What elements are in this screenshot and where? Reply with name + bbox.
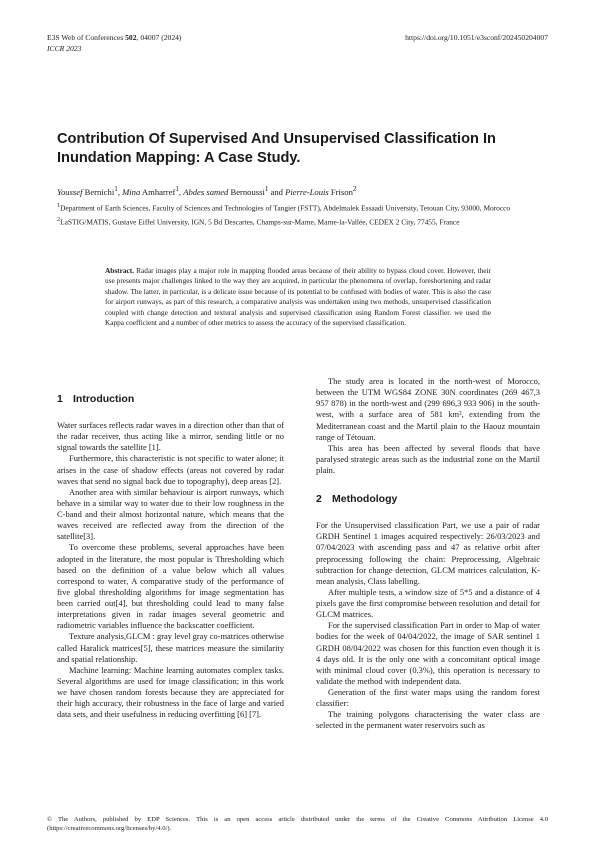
paper-title: Contribution Of Supervised And Unsupervised Classification In Inundation Mapping: A Case Study. <box>57 131 496 166</box>
license-footer: © The Authors, published by EDP Sciences. This is an open access article distributed under the terms of the Creative Commons Attribution License 4.0 (https://creativecommons.org/licenses/by/4.0/). <box>47 816 548 832</box>
author-first-name: Mina <box>122 186 141 197</box>
running-header-left <box>47 33 181 54</box>
abstract <box>105 266 491 328</box>
paragraph: After multiple tests, a window size of 5*5 and a distance of 4 pixels gave the first compromise between resolution and detail for GLCM matrices. <box>316 586 540 620</box>
left-column <box>57 393 284 720</box>
paragraph: To overcome these problems, several approaches have been adopted in the literature, the most popular is Thresholding which based on the definition of a value below which all values correspond to water, A comparative study of the performance of five global thresholding algorithms for image segmentation has been carried out[4], but thresholding could lead to many false interpretations given in radar images several geometric and radiometric variables influence the backscatter coefficient. <box>57 542 284 631</box>
doi-link[interactable]: https://doi.org/10.1051/e3sconf/202450204007 <box>405 33 548 42</box>
journal-line <box>47 33 181 44</box>
author-separator: and <box>268 186 286 197</box>
paragraph: Water surfaces reflects radar waves in a direction other than that of the radar receiver, thus acting like a mirror, sending little or no signal towards the satellite [1]. <box>57 420 284 453</box>
author-first-name: Youssef <box>57 186 83 197</box>
paragraph: For the supervised classification Part in order to Map of water bodies for the week of 04/04/2022, the image of SAR sentinel 1 GRDH 08/04/2022 was chosen for this function even though it is 4 days old. It is the only one with a concomitant optical image with minimal cloud cover (0.3%), this operation is necessary to validate the method with independent data. <box>316 620 540 686</box>
paragraph: The training polygons characterising the water class are selected in the permanent water reservoirs such as <box>316 709 540 731</box>
author-last-name: Frison <box>328 186 353 197</box>
paragraph: The study area is located in the north-west of Morocco, between the UTM WGS84 ZONE 30N coordinates (269 467,3 957 878) in the north-west and (299 696,3 933 906) in the south-west, with a surface area of 581 km², extending from the Mediterranean coast and the Martil plain to the Haouz mountain range of Tétouan. <box>316 376 540 442</box>
section-title: Methodology <box>332 493 398 506</box>
paragraph: Furthermore, this characteristic is not specific to water alone; it arises in the case of shadow effects (areas not covered by radar waves that send no signal back due to topography), deep areas [2]. <box>57 453 284 486</box>
paragraph: This area has been affected by several floods that have paralysed strategic areas such as the industrial zone on the Martil plain. <box>316 442 540 475</box>
paragraph: Texture analysis,GLCM : gray level gray co-matrices otherwise called Haralick matrices[5], these matrices measure the similarity and spatial relationship. <box>57 631 284 664</box>
author-affiliation-mark: 1 <box>264 185 269 193</box>
author-last-name: Bernoussi <box>228 186 265 197</box>
section-title: Introduction <box>73 393 135 405</box>
abstract-text: Radar images play a major role in mapping flooded areas because of their ability to bypass cloud cover. However, their use presents major challenges linked to the way they are acquired, in particular the phenomena of overlap, foreshortening and radar shadow. The latter, in particular, is a delicate issue because of its potential to be confused with bodies of water. This is also the case for airport runways, as part of this research, a comparative analysis was undertaken using two methods, unsupervised classification coupled with change detection and textural analysis and supervised classification using Random Forest classifier. we used the Kappa coefficient and a number of other metrics to assess the accuracy of the supervised classification. <box>105 266 491 328</box>
paragraph: For the Unsupervised classification Part, we use a pair of radar GRDH Sentinel 1 images acquired respectively: 26/03/2023 and 07/04/2023 with ascending pass and 47 as relative orbit after preprocessing following the chain: Preprocessing, Algebraic subtraction for change detection, GLCM matrices calculation, K-mean analysis, Class labelling. <box>316 520 540 586</box>
author-affiliation-mark: 1 <box>175 185 179 193</box>
affiliation <box>57 201 547 214</box>
conference-name: ICCR 2023 <box>47 43 82 53</box>
affiliation <box>57 215 547 228</box>
section-number: 2 <box>316 493 322 506</box>
paragraph: Generation of the first water maps using the random forest classifier: <box>316 687 540 709</box>
author-separator: , <box>117 186 123 197</box>
affiliation-list <box>57 201 547 228</box>
author-first-name: Abdes samed <box>183 186 229 197</box>
author-first-name: Pierre-Louis <box>285 186 329 197</box>
author-affiliation-mark: 1 <box>114 185 118 193</box>
author-list <box>57 184 547 198</box>
affiliation-mark: 1 <box>57 203 61 209</box>
author-affiliation-mark: 2 <box>352 185 357 193</box>
paragraph: Machine learning: Machine learning automates complex tasks. Several algorithms are used for image classification; in this work we have chosen random forests because they are appreciated for their high accuracy, their robustness in the face of large and varied data sets, and their usefulness in reducing overfitting [6] [7]. <box>57 664 284 720</box>
abstract-label: Abstract. <box>105 266 134 275</box>
paragraph: Another area with similar behaviour is airport runways, which behave in a similar way to water due to their low roughness in the C-band and their almost horizontal nature, which means that the waves received are reflected away from the direction of the satellite[3]. <box>57 486 284 542</box>
affiliation-text: LaSTIG/MATIS, Gustave Eiffel University, IGN, 5 Bd Descartes, Champs-sur-Marne, Marne-la-Vallée, CEDEX 2 City, 77455, France <box>60 217 460 227</box>
journal-name: E3S Web of Conferences <box>47 33 126 42</box>
section-gap <box>316 476 540 493</box>
author-separator: , <box>178 186 184 197</box>
author-last-name: Bernichi <box>82 186 115 197</box>
section-heading-introduction <box>57 393 284 406</box>
article-number: , 04007 (2024) <box>136 33 182 42</box>
section-number: 1 <box>57 393 63 405</box>
affiliation-mark: 2 <box>57 216 61 223</box>
affiliation-text: Department of Earth Sciences, Faculty of Sciences and Technologies of Tangier (FSTT), Abdelmalek Essaadi University, Tetouan City, 93000, Morocco <box>60 203 511 213</box>
right-column <box>316 376 540 732</box>
journal-volume: 502 <box>125 33 137 42</box>
author-last-name: Amharref <box>140 186 176 197</box>
section-heading-methodology <box>316 493 540 506</box>
